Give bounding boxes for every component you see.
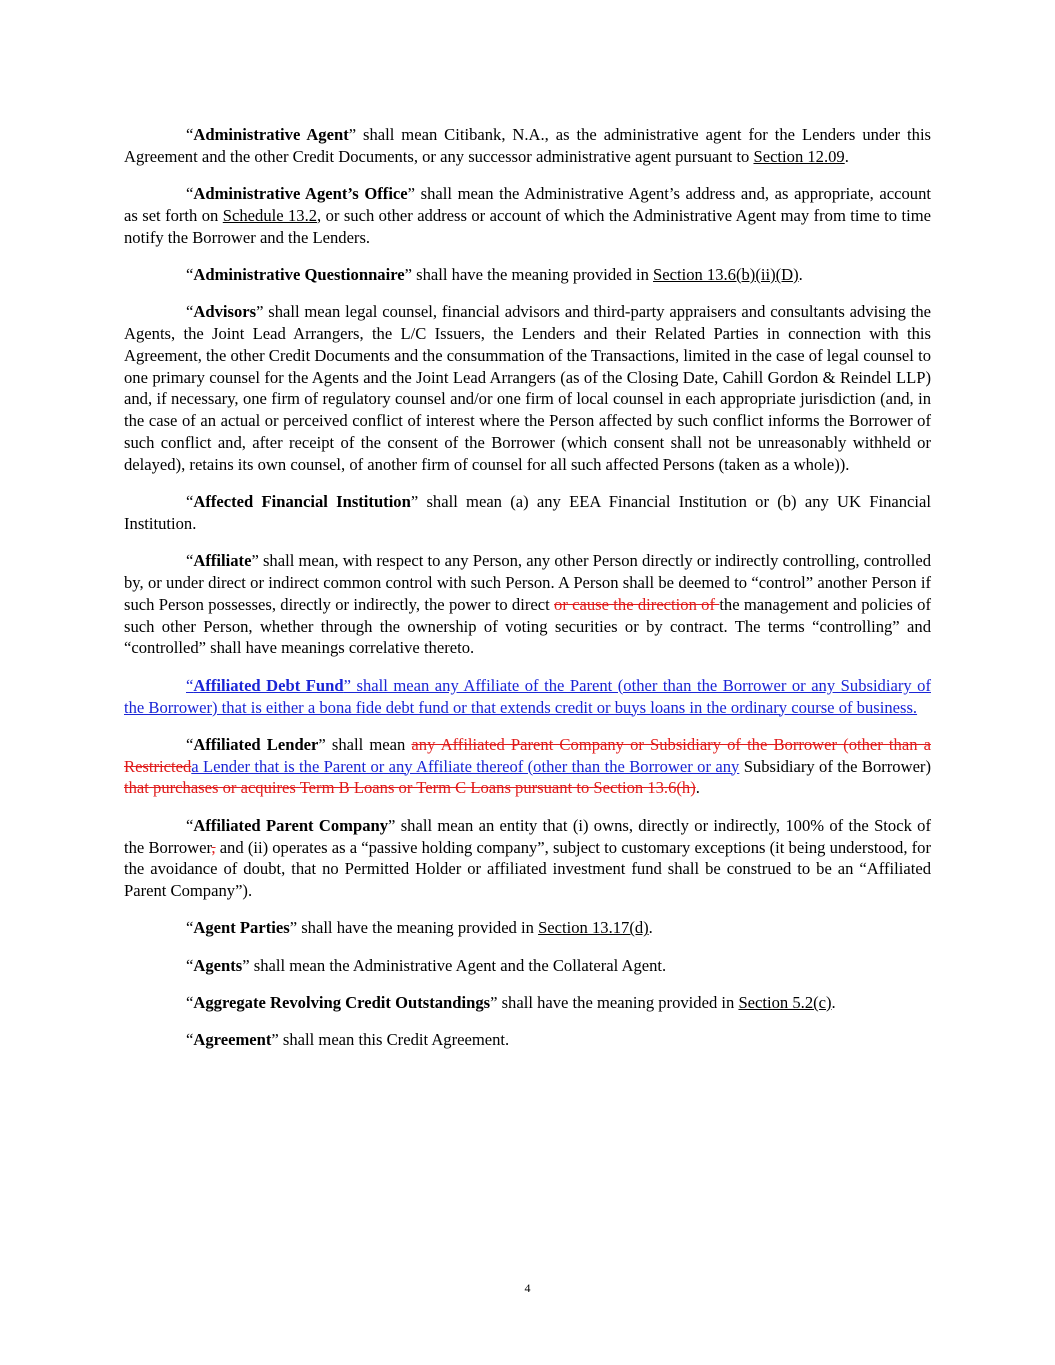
defined-term: Affected Financial Institution [193,492,411,512]
defined-term: Administrative Questionnaire [193,264,405,284]
text-segment: “ [186,918,194,938]
text-segment: ” shall mean, with respect to any Person, any other Person directly or indirectly controlling, controlled by, or under direct or indirect common control with such Person. A Person shall be deemed to “control” another Person if such Person possesses, directly or indirectly, the power to direct [124,551,931,614]
text-segment: “ [186,1030,194,1050]
section-reference: Section 13.6(h) [593,778,696,798]
definition-administrative-agent [124,124,931,168]
defined-term: Administrative Agent [193,125,349,144]
text-segment: . [695,778,700,798]
section-reference: Section 13.17(d) [538,918,649,938]
document-page [124,124,931,1067]
text-segment: “ [186,993,194,1012]
text-segment: ” shall mean this Credit Agreement. [271,1030,510,1050]
text-segment: ” shall mean the Administrative Agent and the Collateral Agent. [242,955,667,975]
defined-term: Affiliate [193,551,252,571]
text-segment: the management and policies of such other Person, whether through the ownership of voting securities or by contract. The terms “controlling” and “controlled” shall have meanings correlative thereto. [124,594,931,658]
text-segment: “ [186,551,194,571]
deleted-text: or cause the direction of [554,594,720,614]
deleted-text: , [211,837,216,857]
text-segment: ” shall mean Citibank, N.A., as the administrative agent for the Lenders under this Agreement and the other Credit Documents, or any successor administrative agent pursuant to [124,125,932,166]
definition-administrative-agents-office [124,183,931,248]
defined-term: Agent Parties [193,918,290,938]
inserted-text: ” shall mean any Affiliate of the Parent (other than the Borrower or any Subsidiary of the Borrower) that is either a bona fide debt fund or that extends credit or buys loans in the ordinary course of business. [124,675,931,717]
definition-affected-financial-institution [124,491,931,535]
text-segment: “ [186,815,194,835]
text-segment: ” shall mean an entity that (i) owns, directly or indirectly, 100% of the Stock of the Borrower [124,815,931,857]
defined-term: Affiliated Lender [193,734,319,754]
definition-affiliated-lender [124,734,931,799]
text-segment: “ [186,955,194,975]
section-reference: Section 5.2(c) [738,993,832,1012]
text-segment: “ [186,734,194,754]
definition-affiliate [124,550,931,659]
definition-agents [124,955,931,977]
page-number: 4 [524,1281,531,1295]
deleted-text: that purchases or acquires Term B Loans or Term C Loans pursuant to [124,778,594,798]
text-segment: . [798,264,803,284]
inserted-text: a Lender that is the Parent or any Affiliate thereof (other than the Borrower or any [191,756,740,776]
section-reference: Section 12.09 [753,146,845,166]
defined-term: Advisors [193,302,257,322]
text-segment: . [844,146,849,166]
text-segment: , or such other address or account of which the Administrative Agent may from time to time notify the Borrower and the Lenders. [124,205,931,247]
text-segment: . [648,918,653,938]
definition-administrative-questionnaire [124,264,931,286]
text-segment: “ [186,264,194,284]
defined-term: Agents [193,955,243,975]
deleted-text: any Affiliated Parent Company or Subsidiary of the Borrower (other than a Restricted [124,734,931,776]
text-segment: ” shall mean the Administrative Agent’s address and, as appropriate, account as set forth on [124,184,931,225]
text-segment: ” shall mean legal counsel, financial advisors and third-party appraisers and consultants advising the Agents, the Joint Lead Arrangers, the L/C Issuers, the Lenders and their Related Parties in connection with this Agreement, the other Credit Documents and the consummation of the Transactions, limited in the case of legal counsel to one primary counsel for the Agents and the Joint Lead Arrangers (as of the Closing Date, Cahill Gordon & Reindel LLP) and, if necessary, one firm of regulatory counsel and/or one firm of local counsel in each appropriate jurisdiction (and, in the case of an actual or perceived conflict of interest where the Person affected by such conflict informs the Borrower of such conflict and, after receipt of the consent of the Borrower (which consent shall not be unreasonably withheld or delayed), retains its own counsel, of another firm of counsel for all such affected Persons (taken as a whole)). [124,302,931,474]
definition-affiliated-parent-company [124,815,931,902]
text-segment: Subsidiary of the Borrower) [739,756,931,776]
text-segment: “ [186,302,194,322]
defined-term: Affiliated Debt Fund [193,675,344,695]
text-segment: ” shall have the meaning provided in [404,264,654,284]
defined-term: Aggregate Revolving Credit Outstandings [193,993,491,1012]
definition-advisors [124,301,931,475]
defined-term: Administrative Agent’s Office [193,184,408,204]
text-segment: “ [186,125,194,144]
section-reference: Section 13.6(b)(ii)(D) [653,264,799,284]
text-segment: ” shall have the meaning provided in [490,993,739,1012]
text-segment: “ [186,184,194,204]
definition-agent-parties [124,917,931,939]
text-segment: . [831,993,836,1012]
definition-aggregate-revolving-credit-outstandings [124,992,931,1014]
inserted-text: “ [186,675,194,695]
text-segment: ” shall mean [318,734,412,754]
defined-term: Affiliated Parent Company [193,815,389,835]
defined-term: Agreement [193,1030,272,1050]
definition-affiliated-debt-fund [124,675,931,719]
definition-agreement [124,1029,931,1051]
text-segment: “ [186,492,194,512]
section-reference: Schedule 13.2 [222,205,318,225]
text-segment: and (ii) operates as a “passive holding company”, subject to customary exceptions (it being understood, for the avoidance of doubt, that no Permitted Holder or affiliated investment fund shall be construed to be an “Affiliated Parent Company”). [124,837,931,901]
text-segment: ” shall have the meaning provided in [289,918,539,938]
text-segment: ” shall mean (a) any EEA Financial Institution or (b) any UK Financial Institution. [124,492,932,533]
